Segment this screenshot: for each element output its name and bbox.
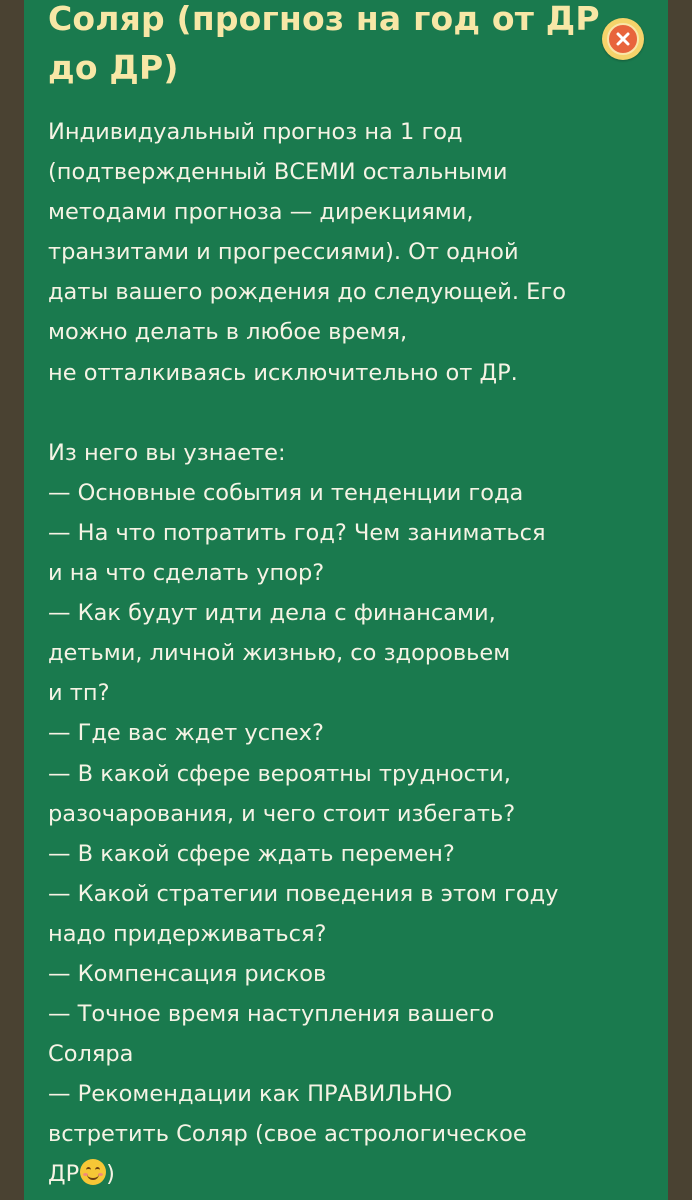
close-button[interactable]	[602, 18, 644, 60]
paragraph-spacer	[48, 393, 648, 433]
description-text	[48, 112, 648, 1195]
title-line: до ДР)	[48, 48, 179, 87]
dialog-title	[48, 0, 600, 92]
list-line: — Где вас ждет успех?	[48, 720, 324, 747]
list-line: — Точное время наступления вашего	[48, 1001, 495, 1028]
intro-line: (подтвержденный ВСЕМИ остальными	[48, 159, 508, 186]
list-line: — Рекомендации как ПРАВИЛЬНО	[48, 1081, 453, 1108]
list-line: — Основные события и тенденции года	[48, 479, 524, 506]
list-line: — Какой стратегии поведения в этом году	[48, 880, 559, 907]
info-dialog	[24, 0, 668, 1200]
list-line: разочарования, и чего стоит избегать?	[48, 800, 516, 827]
list-line: детьми, личной жизнью, со здоровьем	[48, 640, 511, 667]
intro-line: Индивидуальный прогноз на 1 год	[48, 119, 463, 145]
intro-line: методами прогноза — дирекциями,	[48, 199, 474, 226]
intro-line: можно делать в любое время,	[48, 319, 408, 346]
right-margin	[668, 0, 692, 1200]
list-line: Соляра	[48, 1041, 134, 1068]
last-line-prefix: ДР	[48, 1161, 80, 1188]
list-line: — Как будут идти дела с финансами,	[48, 600, 496, 627]
list-line: надо придерживаться?	[48, 920, 327, 947]
list-line: и тп?	[48, 680, 110, 707]
list-line: и на что сделать упор?	[48, 560, 325, 587]
list-line: — На что потратить год? Чем заниматься	[48, 519, 546, 546]
list-heading: Из него вы узнаете:	[48, 439, 286, 466]
intro-line: не отталкиваясь исключительно от ДР.	[48, 359, 518, 386]
last-line	[48, 1154, 648, 1194]
list-line: — В какой сфере вероятны трудности,	[48, 760, 511, 787]
close-icon	[607, 23, 639, 55]
left-margin	[0, 0, 24, 1200]
last-line-suffix: )	[106, 1161, 115, 1188]
list-line: встретить Соляр (свое астрологическое	[48, 1121, 527, 1148]
list-line: — Компенсация рисков	[48, 960, 327, 987]
list-line: — В какой сфере ждать перемен?	[48, 840, 455, 867]
smiling-face-icon	[80, 1159, 106, 1185]
intro-line: даты вашего рождения до следующей. Его	[48, 279, 566, 306]
title-line: Соляр (прогноз на год от ДР	[48, 0, 600, 38]
intro-line: транзитами и прогрессиями). От одной	[48, 239, 519, 266]
